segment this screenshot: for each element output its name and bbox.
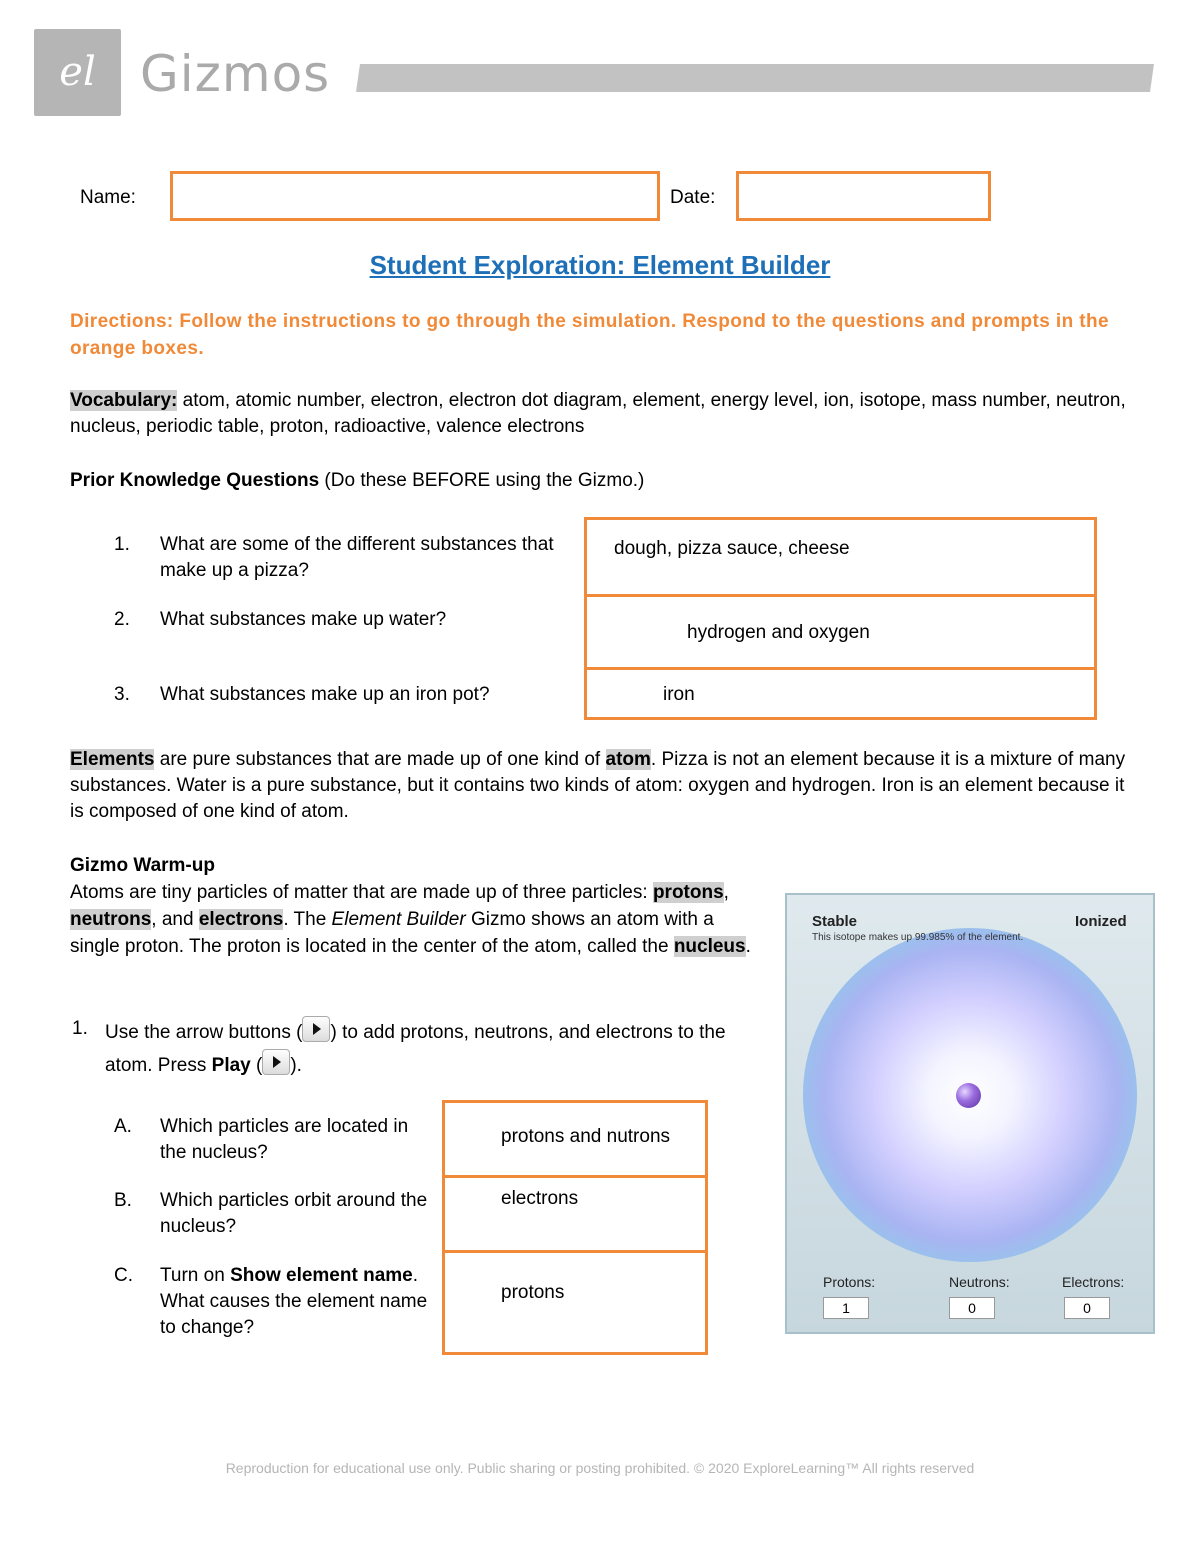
- paragraph-text: ).: [290, 1055, 302, 1076]
- question-text: What substances make up water?: [160, 609, 447, 630]
- term-neutrons: neutrons: [70, 909, 152, 930]
- paragraph-text: Gizmo shows an atom with a single proton. The proton is located in the center of the atom, called the: [70, 909, 714, 957]
- name-field[interactable]: [170, 171, 660, 221]
- table-divider: [442, 1250, 708, 1253]
- brand-name: Gizmos: [140, 45, 331, 103]
- table-divider: [584, 667, 1097, 670]
- answer-field[interactable]: protons: [501, 1282, 565, 1303]
- subquestion-letter: C.: [114, 1265, 133, 1286]
- stable-label: Stable: [812, 913, 858, 930]
- table-divider: [584, 594, 1097, 597]
- neutrons-label: Neutrons:: [949, 1274, 1010, 1290]
- paragraph-text: , and: [151, 909, 199, 930]
- subquestion-letter: B.: [114, 1190, 132, 1211]
- question-text: What substances make up an iron pot?: [160, 684, 490, 705]
- answer-field[interactable]: protons and nutrons: [501, 1126, 671, 1147]
- elements-paragraph: [70, 747, 1130, 825]
- answer-field[interactable]: iron: [663, 684, 695, 705]
- page-title: Student Exploration: Element Builder: [369, 250, 831, 280]
- date-label: Date:: [670, 187, 716, 208]
- question-number: 2.: [114, 609, 130, 630]
- paragraph-text: . What causes the element name to change?: [160, 1265, 428, 1338]
- subquestion-text: [160, 1263, 430, 1341]
- ionized-label: Ionized: [1075, 913, 1127, 930]
- term-nucleus: nucleus: [673, 936, 746, 957]
- explorelearning-logo-icon: el: [59, 49, 96, 95]
- protons-count: 1: [823, 1297, 869, 1319]
- paragraph-text: . Pizza is not an element because it is a mixture of many substances. Water is a pure substance, but it contains two kinds of atom: oxygen and hydrogen. Iron is an element because it is composed of one kind of atom.: [70, 749, 1126, 822]
- prior-knowledge-heading: [70, 468, 644, 494]
- table-divider: [442, 1175, 708, 1178]
- warmup-paragraph: [70, 879, 760, 960]
- answer-field[interactable]: electrons: [501, 1188, 579, 1209]
- name-label: Name:: [80, 187, 136, 208]
- warmup-heading: Gizmo Warm-up: [70, 855, 215, 876]
- vocabulary: [70, 388, 1130, 440]
- term-protons: protons: [652, 882, 724, 903]
- arrow-button-icon: [302, 1016, 330, 1042]
- proton-icon: [956, 1083, 981, 1108]
- paragraph-text: . The: [283, 909, 332, 930]
- term-electrons: electrons: [198, 909, 284, 930]
- header-bar: [356, 64, 1154, 92]
- isotope-note: This isotope makes up 99.985% of the element.: [812, 932, 1024, 943]
- vocabulary-text: atom, atomic number, electron, electron dot diagram, element, energy level, ion, isotope, mass number, neutron, nucleus, periodic table, proton, radioactive, valence electrons: [70, 390, 1126, 437]
- show-element-name-label: Show element name: [230, 1265, 413, 1286]
- question-number: 1.: [114, 534, 130, 555]
- answer-field[interactable]: dough, pizza sauce, cheese: [614, 538, 850, 559]
- date-field[interactable]: [736, 171, 991, 221]
- paragraph-text: .: [745, 936, 751, 957]
- paragraph-text: (: [250, 1055, 263, 1076]
- paragraph-text: Atoms are tiny particles of matter that are made up of three particles:: [70, 882, 653, 903]
- electrons-label: Electrons:: [1062, 1274, 1125, 1290]
- subquestion-text: Which particles orbit around the nucleus?: [160, 1190, 428, 1237]
- vocabulary-label: Vocabulary:: [70, 390, 178, 411]
- play-label: Play: [211, 1055, 251, 1076]
- neutrons-count: 0: [949, 1297, 995, 1319]
- footer: Reproduction for educational use only. Public sharing or posting prohibited. © 2020 ExploreLearning™ All rights reserved: [225, 1460, 975, 1476]
- prior-heading-text: Prior Knowledge Questions: [70, 470, 320, 491]
- answer-field[interactable]: hydrogen and oxygen: [687, 622, 870, 643]
- prior-heading-note: (Do these BEFORE using the Gizmo.): [319, 470, 645, 491]
- paragraph-text: Turn on: [160, 1265, 231, 1286]
- protons-label: Protons:: [823, 1274, 876, 1290]
- subquestion-text: Which particles are located in the nucleus?: [160, 1116, 409, 1163]
- paragraph-text: ,: [723, 882, 729, 903]
- electrons-count: 0: [1064, 1297, 1110, 1319]
- gizmo-name: Element Builder: [331, 909, 466, 930]
- play-button-icon: [262, 1049, 290, 1075]
- question-text: What are some of the different substances that make up a pizza?: [160, 534, 554, 581]
- directions: Directions: Follow the instructions to go through the simulation. Respond to the questions and prompts in the orange boxes.: [70, 311, 1109, 359]
- paragraph-text: Use the arrow buttons (: [105, 1022, 303, 1043]
- term-atom: atom: [605, 749, 651, 770]
- term-elements: Elements: [70, 749, 155, 770]
- paragraph-text: ) to add protons, neutrons, and electrons to the atom. Press: [105, 1022, 726, 1076]
- question-number: 3.: [114, 684, 130, 705]
- step-text: [105, 1016, 765, 1082]
- subquestion-letter: A.: [114, 1116, 132, 1137]
- step-number: 1.: [72, 1018, 88, 1039]
- paragraph-text: are pure substances that are made up of one kind of: [154, 749, 606, 770]
